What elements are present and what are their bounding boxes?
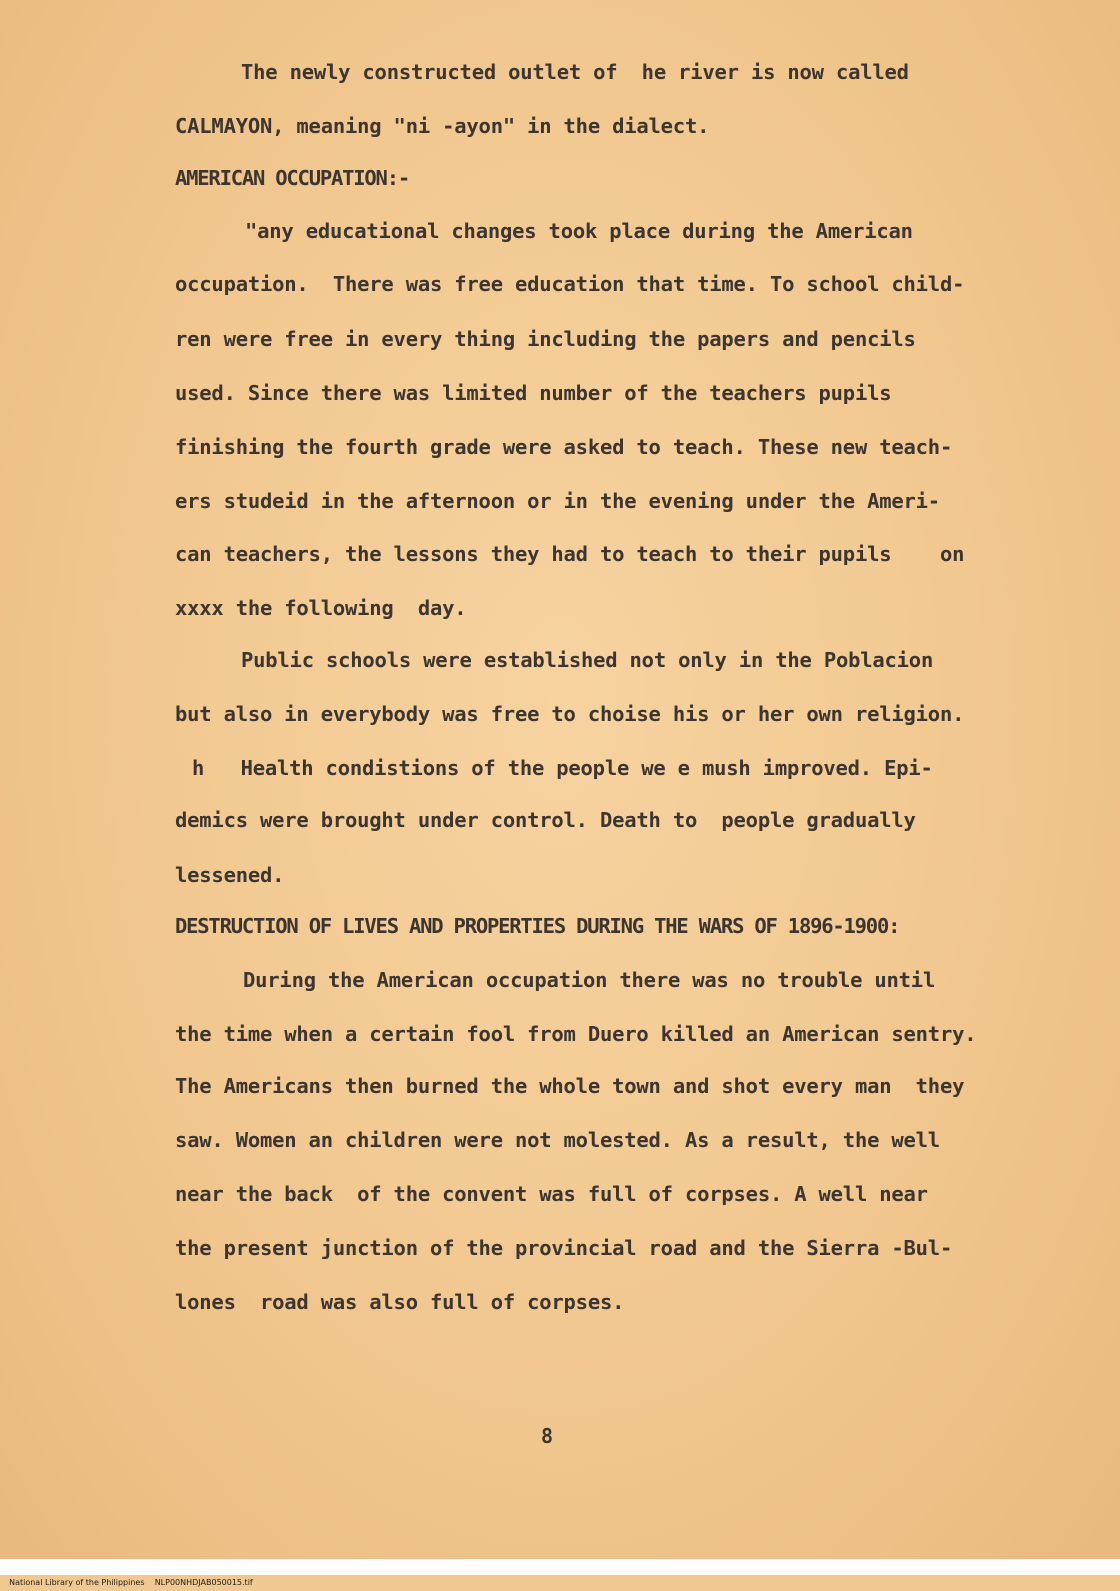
text-line: can teachers, the lessons they had to teach to their pupils on bbox=[175, 542, 965, 566]
text-line: finishing the fourth grade were asked to teach. These new teach- bbox=[175, 435, 953, 459]
text-line: The Americans then burned the whole town and shot every man they bbox=[175, 1074, 965, 1098]
text-line: CALMAYON, meaning "ni -ayon" in the dialect. bbox=[175, 114, 710, 138]
section-heading: DESTRUCTION OF LIVES AND PROPERTIES DURING THE WARS OF 1896-1900: bbox=[175, 914, 900, 938]
footer-caption bbox=[0, 1559, 1120, 1587]
text-line: The newly constructed outlet of he river is now called bbox=[241, 60, 909, 84]
text-line: "any educational changes took place during the American bbox=[245, 219, 913, 243]
text-line: Public schools were established not only in the Poblacion bbox=[241, 648, 934, 672]
text-line: but also in everybody was free to choise his or her own religion. bbox=[175, 702, 965, 726]
text-line: used. Since there was limited number of the teachers pupils bbox=[175, 381, 892, 405]
page-number: 8 bbox=[541, 1424, 554, 1448]
text-line: lessened. bbox=[175, 863, 285, 887]
text-line: saw. Women an children were not molested. As a result, the well bbox=[175, 1128, 940, 1152]
text-line: the present junction of the provincial road and the Sierra -Bul- bbox=[175, 1236, 953, 1260]
text-line: During the American occupation there was no trouble until bbox=[243, 968, 936, 992]
footer-text: National Library of the Philippines NLP00NHDJAB050015.tif bbox=[9, 1578, 253, 1587]
text-line: xxxx the following day. bbox=[175, 596, 467, 620]
text-line: h Health condistions of the people we e mush improved. Epi- bbox=[192, 756, 933, 780]
text-line: lones road was also full of corpses. bbox=[175, 1290, 625, 1314]
text-line: ren were free in every thing including the papers and pencils bbox=[175, 327, 916, 351]
text-line: near the back of the convent was full of corpses. A well near bbox=[175, 1182, 928, 1206]
text-line: ers studeid in the afternoon or in the evening under the Ameri- bbox=[175, 489, 940, 513]
section-heading: AMERICAN OCCUPATION:- bbox=[175, 166, 409, 190]
text-line: the time when a certain fool from Duero killed an American sentry. bbox=[175, 1022, 977, 1046]
text-line: demics were brought under control. Death to people gradually bbox=[175, 808, 916, 832]
text-line: occupation. There was free education that time. To school child- bbox=[175, 272, 965, 296]
